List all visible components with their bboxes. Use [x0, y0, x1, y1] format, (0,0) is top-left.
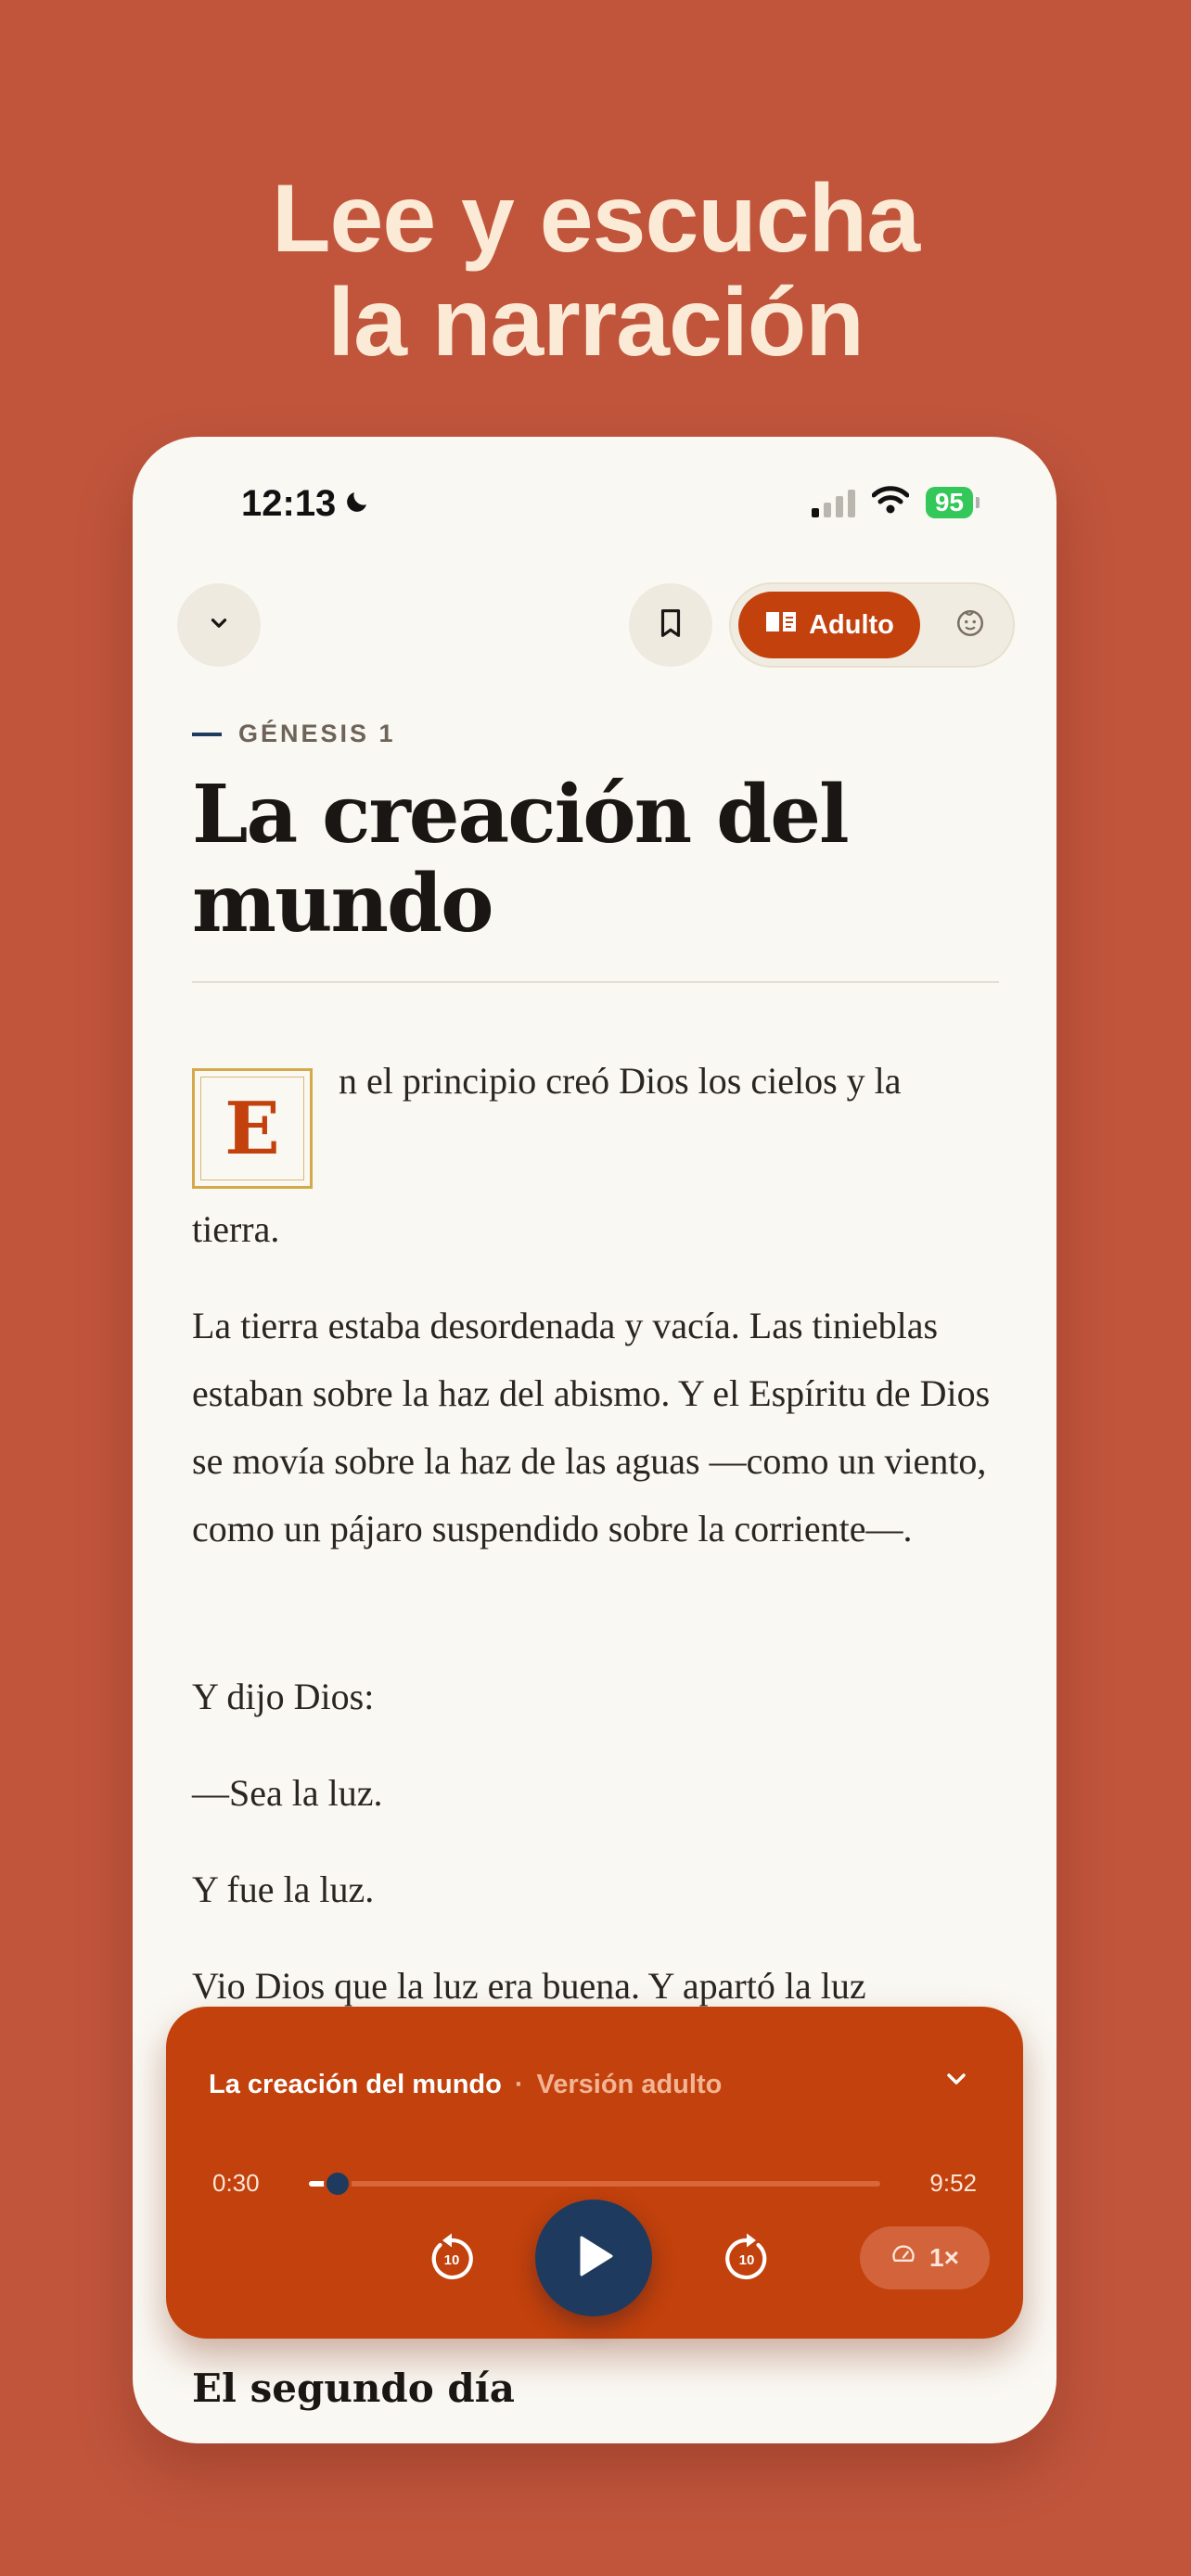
- chevron-down-icon: [941, 2082, 971, 2098]
- bookmark-icon: [657, 607, 685, 644]
- battery-level: 95: [934, 487, 964, 516]
- skip-forward-seconds: 10: [738, 2252, 755, 2268]
- status-indicators: [812, 485, 973, 519]
- rewind-10-icon: [424, 2231, 480, 2287]
- chevron-down-icon: [207, 611, 231, 640]
- play-icon: [572, 2236, 615, 2281]
- total-time: 9:52: [929, 2169, 977, 2197]
- headline-line-2: la narración: [327, 269, 864, 376]
- paragraph-5: Y fue la luz.: [192, 1868, 375, 1910]
- paragraph-2: La tierra estaba desordenada y vacía. Las tinieblas estaban sobre la haz del abismo. Y el Espíritu de Dios se movía sobre la haz de las aguas —como un viento, como un pájaro suspendido sobre la corriente—.: [192, 1305, 991, 1549]
- skip-back-button[interactable]: [415, 2222, 489, 2296]
- bookmark-button[interactable]: [629, 583, 712, 667]
- chapter-label: [192, 720, 396, 748]
- status-time: [241, 483, 371, 525]
- player-now-playing: [209, 2070, 722, 2100]
- wifi-icon: [872, 485, 909, 519]
- speedometer-icon: [890, 2242, 916, 2275]
- title-divider: [192, 981, 999, 983]
- player-version-label: Versión adulto: [536, 2070, 723, 2099]
- moon-icon: [343, 483, 371, 525]
- playback-speed-button[interactable]: [860, 2226, 990, 2289]
- elapsed-time: 0:30: [212, 2169, 260, 2197]
- playback-speed-value: 1×: [929, 2243, 959, 2272]
- paragraph-1-continuation: tierra.: [192, 1208, 280, 1250]
- reading-mode-toggle: [729, 582, 1015, 668]
- player-track-title: La creación del mundo: [209, 2070, 502, 2099]
- mode-adult-button[interactable]: [738, 592, 920, 658]
- player-separator: ·: [514, 2070, 524, 2099]
- player-collapse-button[interactable]: [941, 2064, 971, 2098]
- skip-forward-button[interactable]: [710, 2222, 784, 2296]
- drop-cap: [192, 1068, 313, 1189]
- headline-line-1: Lee y escucha: [271, 165, 920, 273]
- chapter-title: La creación del mundo: [192, 768, 848, 950]
- child-face-icon: [954, 607, 986, 644]
- paragraph-3: Y dijo Dios:: [192, 1676, 375, 1717]
- progress-scrubber[interactable]: [309, 2181, 880, 2187]
- play-button[interactable]: [535, 2200, 652, 2316]
- open-book-icon: [764, 608, 798, 642]
- paragraph-4: —Sea la luz.: [192, 1772, 383, 1814]
- section-heading-next: El segundo día: [192, 2366, 515, 2411]
- promo-headline: [0, 167, 1191, 375]
- cellular-signal-icon: [812, 488, 855, 517]
- phone-screen: [133, 437, 1057, 2443]
- scrubber-handle[interactable]: [324, 2170, 352, 2198]
- status-clock: 12:13: [241, 483, 337, 524]
- skip-back-seconds: 10: [443, 2252, 460, 2268]
- audio-player: [166, 2007, 1023, 2339]
- paragraph-1-first-line: n el principio creó Dios los cielos y la: [339, 1060, 902, 1102]
- chapter-accent-bar: [192, 733, 222, 736]
- mode-adult-label: Adulto: [809, 609, 894, 640]
- battery-indicator: [926, 487, 973, 518]
- paragraph-6: Vio Dios que la luz era buena. Y apartó la luz: [192, 1965, 866, 2007]
- drop-cap-letter: E: [224, 1086, 280, 1171]
- collapse-reader-button[interactable]: [177, 583, 261, 667]
- mode-kids-button[interactable]: [941, 595, 1000, 655]
- forward-10-icon: [719, 2231, 775, 2287]
- chapter-reference: GÉNESIS 1: [238, 720, 396, 747]
